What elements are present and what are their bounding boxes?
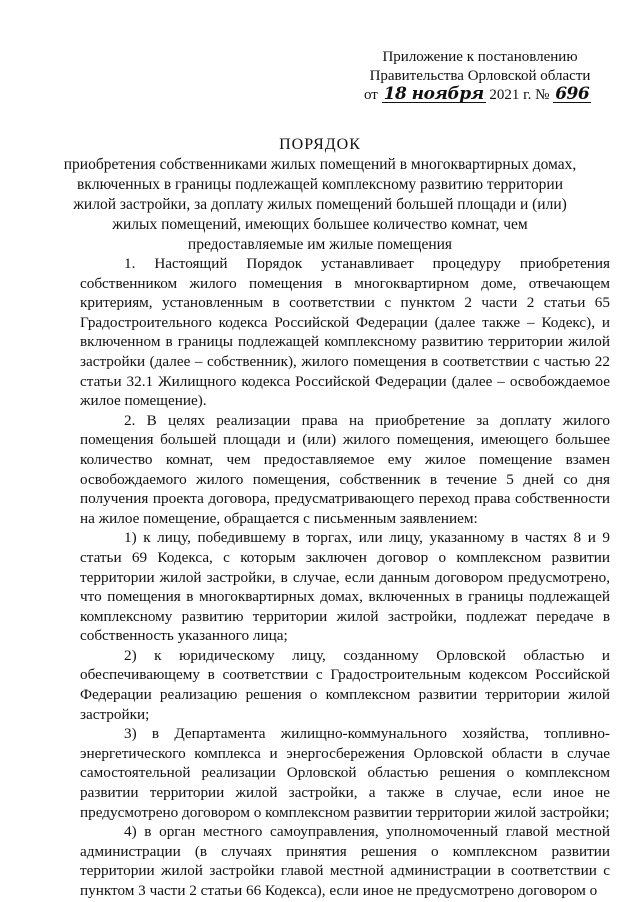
appendix-line-2: Правительства Орловской области xyxy=(369,68,591,84)
title-subline: жилых помещений, имеющих большее количество комнат, чем xyxy=(112,216,528,233)
handwritten-date: 18 ноября xyxy=(383,84,484,104)
document-title xyxy=(40,135,600,255)
paragraph-2-item-4: 4) в орган местного самоуправления, уполномоченный главой местной администрации (в случаях принятия решения о комплексном развитии территории жилой застройки главой местной администрации в соответствии с пунктом 3 части 2 статьи 66 Кодекса), если иное не предусмотрено договором о xyxy=(80,823,610,899)
title-heading: ПОРЯДОК xyxy=(279,136,361,153)
paragraph-2-item-1: 1) к лицу, победившему в торгах, или лицу, указанному в частях 8 и 9 статьи 69 Кодекса, с которым заключен договор о комплексном развитии территории жилой застройки, в случае, если данным договором предусмотрено, что помещения в многоквартирных домах, включенных в границы подлежащей комплексному развитию территории жилой застройки, подлежат передаче в собственность указанного лица; xyxy=(80,529,610,645)
title-subline: приобретения собственниками жилых помещений в многоквартирных домах, xyxy=(63,156,577,173)
title-subline: включенных в границы подлежащей комплексному развитию территории xyxy=(76,176,564,193)
appendix-date-line xyxy=(360,86,600,105)
title-subline: жилой застройки, за доплату жилых помещений большей площади и (или) xyxy=(73,196,567,213)
appendix-header xyxy=(360,48,600,105)
paragraph-2: 2. В целях реализации права на приобретение за доплату жилого помещения большей площади и (или) жилого помещения, имеющего большее количество комнат, чем предоставляемое ему жилое помещение взамен освобождаемого жилого помещения, собственник в течение 5 дней со дня получения проекта договора, предусматривающего переход права собственности на жилое помещение, обращается с письменным заявлением: xyxy=(80,411,610,527)
title-subline: предоставляемые им жилые помещения xyxy=(187,236,453,253)
from-label: от xyxy=(364,87,378,103)
paragraph-2-item-3: 3) в Департамента жилищно-коммунального хозяйства, топливно-энергетического комплекса и энергосбережения Орловской области в случае самостоятельной реализации Орловской областью решения о комплексном развитии территории жилой застройки, а также в случае, если иное не предусмотрено договором о комплексном развитии территории жилой застройки; xyxy=(80,725,610,821)
appendix-line-1: Приложение к постановлению xyxy=(382,49,578,65)
handwritten-number: 696 xyxy=(555,84,590,104)
paragraph-2-item-2: 2) к юридическому лицу, созданному Орловской областью и обеспечивающему в соответствии с Градостроительным кодексом Российской Федерации реализацию решения о комплексном развитии территории жилой застройки; xyxy=(80,646,610,723)
document-body xyxy=(80,254,610,901)
paragraph-1: 1. Настоящий Порядок устанавливает процедуру приобретения собственником жилого помещения в многоквартирном доме, отвечающем критериям, установленным в соответствии с пунктом 2 части 2 статьи 65 Градостроительного кодекса Российской Федерации (далее также – Кодекс), и включенном в границы подлежащей комплексному развитию территории жилой застройки (далее – собственник), жилого помещения в соответствии с частью 22 статьи 32.1 Жилищного кодекса Российской Федерации (далее – освобождаемое жилое помещение). xyxy=(80,255,610,410)
year-text: 2021 г. № xyxy=(489,87,550,103)
